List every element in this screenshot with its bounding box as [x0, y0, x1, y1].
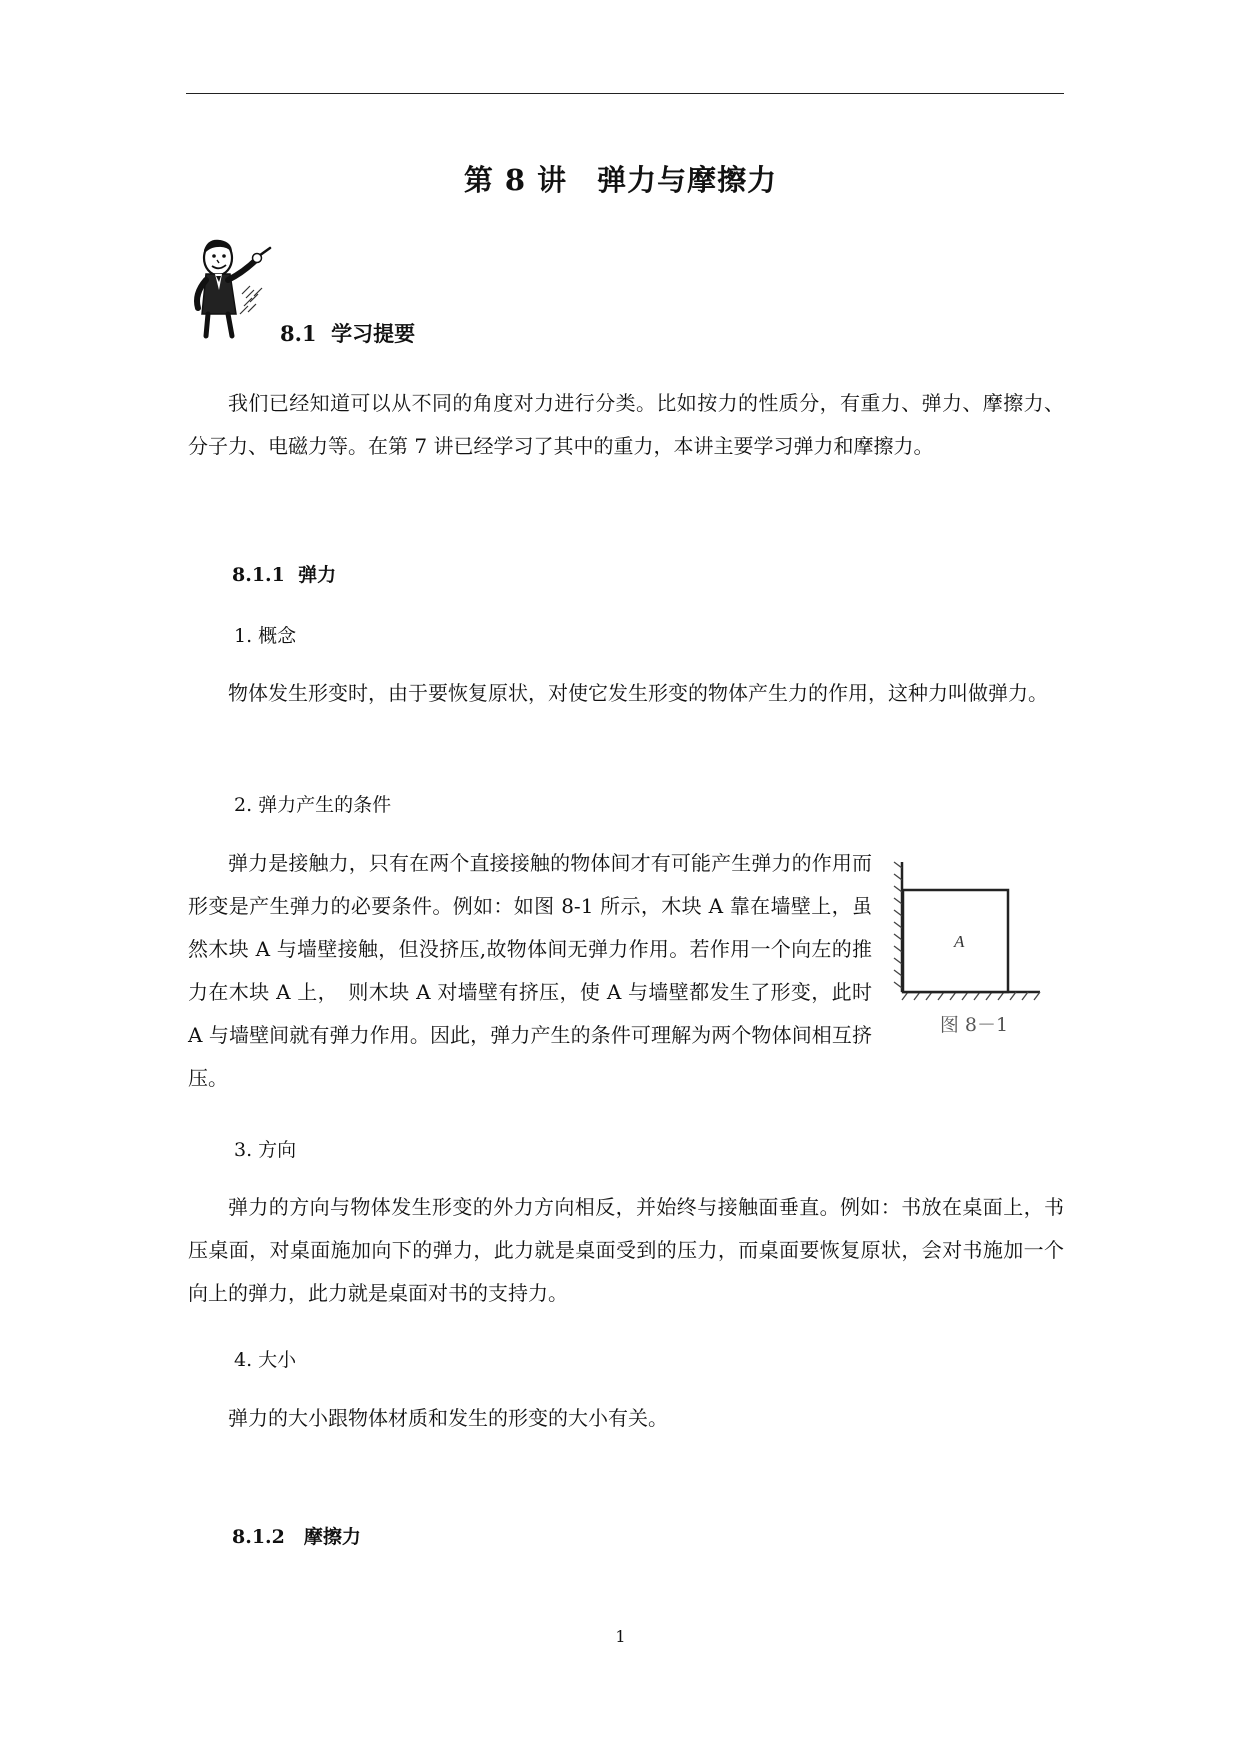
header-rule	[186, 93, 1064, 94]
figure-caption: 图 8－1	[939, 1014, 1009, 1036]
concept-text: 物体发生形变时，由于要恢复原状，对使它发生形变的物体产生力的作用，这种力叫做弹力。	[228, 681, 1048, 705]
direction-paragraph	[188, 1186, 1064, 1315]
page-number: 1	[615, 1627, 626, 1646]
item-label-direction: 3. 方向	[234, 1139, 297, 1161]
lecture-title: 第 8 讲 弹力与摩擦力	[463, 163, 778, 197]
concept-paragraph	[188, 672, 1064, 715]
block-a-label: A	[954, 932, 965, 951]
subsection-heading-elastic: 8.1.1 弹力	[232, 564, 337, 586]
direction-text: 弹力的方向与物体发生形变的外力方向相反，并始终与接触面垂直。例如：书放在桌面上，书压桌面，对桌面施加向下的弹力，此力就是桌面受到的压力，而桌面要恢复原状，会对书施加一个向上的弹力，此力就是桌面对书的支持力。	[188, 1195, 1064, 1305]
item-label-condition: 2. 弹力产生的条件	[234, 794, 392, 816]
magnitude-text: 弹力的大小跟物体材质和发生的形变的大小有关。	[228, 1406, 668, 1430]
condition-text: 弹力是接触力，只有在两个直接接触的物体间才有可能产生弹力的作用而形变是产生弹力的必要条件。例如：如图 8-1 所示，木块 A 靠在墙壁上，虽然木块 A 与墙壁接触，但没挤压,故物体间无弹力作用。若作用一个向左的推力在木块 A 上， 则木块 A 对墙壁有挤压，使 A 与墙壁都发生了形变，此时 A 与墙壁间就有弹力作用。因此，弹力产生的条件可理解为两个物体间相互挤压。	[188, 851, 872, 1090]
item-label-magnitude: 4. 大小	[234, 1349, 297, 1371]
intro-text: 我们已经知道可以从不同的角度对力进行分类。比如按力的性质分，有重力、弹力、摩擦力、分子力、电磁力等。在第 7 讲已经学习了其中的重力，本讲主要学习弹力和摩擦力。	[188, 391, 1064, 458]
section-heading: 8.1 学习提要	[280, 321, 416, 346]
figure-8-1	[888, 858, 1060, 1052]
pointing-teacher-icon	[184, 236, 276, 340]
magnitude-paragraph	[188, 1397, 1064, 1440]
wall-block-diagram	[888, 858, 1060, 1008]
condition-paragraph	[188, 842, 872, 1100]
subsection-heading-friction: 8.1.2 摩擦力	[232, 1526, 361, 1548]
intro-paragraph	[188, 382, 1064, 468]
item-label-concept: 1. 概念	[234, 625, 297, 647]
